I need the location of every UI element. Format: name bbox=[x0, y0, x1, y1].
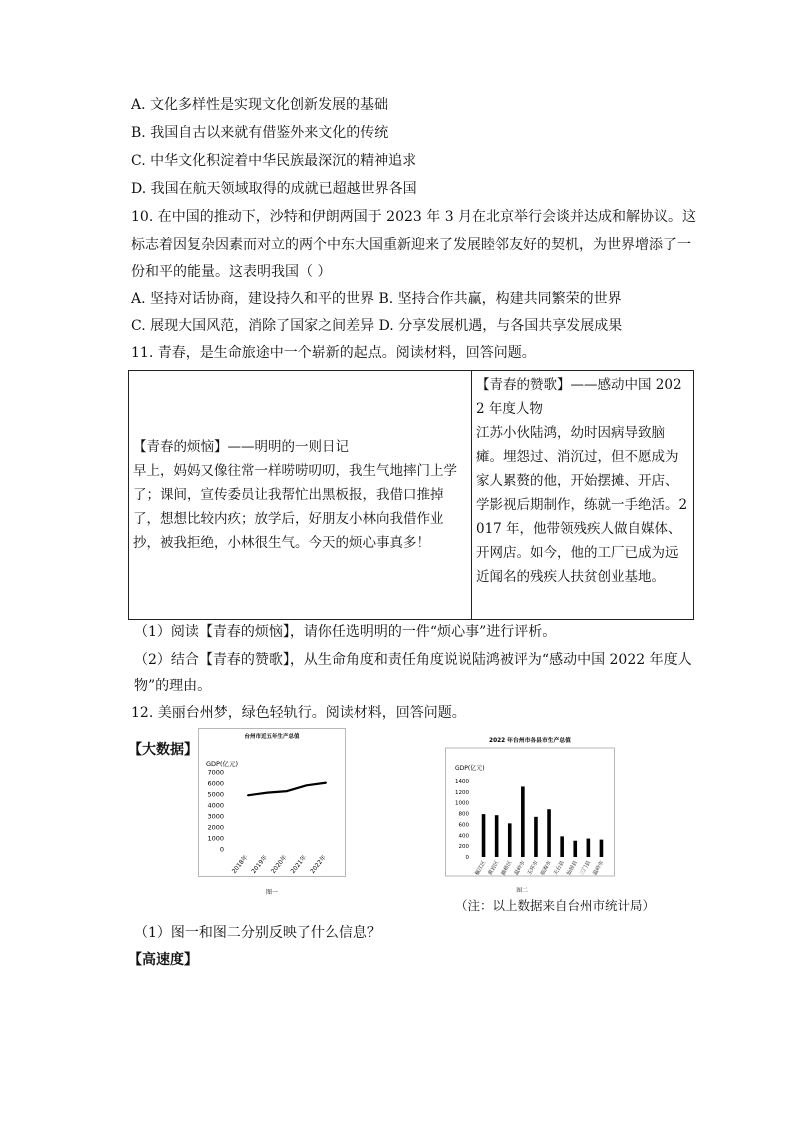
county-gdp-bar bbox=[600, 840, 604, 857]
x-tick-label: 2022年 bbox=[309, 853, 328, 876]
y-tick-label: 2000 bbox=[207, 823, 224, 832]
q12-sub-question-1: （1）图一和图二分别反映了什么信息？ bbox=[134, 925, 381, 941]
y-tick-label: 1200 bbox=[455, 789, 469, 796]
x-tick-label: 临海市 bbox=[539, 860, 553, 877]
q11-sub-question-2-line-2: 物”的理由。 bbox=[134, 678, 212, 694]
y-tick-label: 1000 bbox=[207, 834, 224, 843]
county-gdp-bar bbox=[560, 836, 564, 857]
right-material-cell bbox=[472, 371, 694, 620]
x-tick-label: 2021年 bbox=[289, 853, 309, 876]
q12-stem: 12. 美丽台州梦，绿色轻轨行。阅读材料，回答问题。 bbox=[131, 705, 466, 721]
q9-option-b: B. 我国自古以来就有借鉴外来文化的传统 bbox=[131, 125, 389, 141]
x-tick-label: 2020年 bbox=[269, 853, 289, 876]
y-tick-label: 1400 bbox=[455, 779, 469, 785]
county-gdp-bar bbox=[482, 814, 486, 857]
q10-options-cd: C. 展现大国风范，消除了国家之间差异 D. 分享发展机遇，与各国共享发展成果 bbox=[131, 318, 623, 334]
y-tick-label: 400 bbox=[458, 833, 469, 840]
x-tick-label: 天台县 bbox=[552, 860, 566, 877]
q10-options-ab: A. 坚持对话协商，建设持久和平的世界 B. 坚持合作共赢，构建共同繁荣的世界 bbox=[131, 291, 622, 307]
right-material-body: 江苏小伙陆鸿，幼时因病导致脑瘫。埋怨过、消沉过，但不愿成为家人累赘的他，开始摆摊、开店、学影视后期制作，练就一手绝活。2017 年，他带领残疾人做自媒体、开网店。如今，他的工厂已成为远近闻名的残疾人扶贫创业基地。 bbox=[476, 425, 688, 585]
y-tick-label: 800 bbox=[458, 811, 469, 818]
county-gdp-bar bbox=[587, 839, 591, 857]
x-tick-label: 黄岩区 bbox=[487, 860, 501, 877]
q10-stem-line-3: 份和平的能量。这表明我国（ ） bbox=[131, 264, 332, 280]
section-big-data: 【大数据】 bbox=[128, 742, 198, 758]
y-tick-label: 200 bbox=[458, 844, 469, 851]
x-tick-label: 2019年 bbox=[250, 853, 269, 876]
x-tick-label: 2018年 bbox=[230, 853, 250, 876]
y-axis-label: GDP(亿元) bbox=[206, 760, 239, 768]
x-tick-label: 椒江区 bbox=[474, 860, 488, 877]
x-tick-label: 温岭市 bbox=[592, 860, 606, 877]
q10-stem-line-1: 10. 在中国的推动下，沙特和伊朗两国于 2023 年 3 月在北京举行会谈并达成和解协议。这 bbox=[131, 209, 697, 225]
y-tick-label: 5000 bbox=[207, 790, 224, 799]
y-tick-label: 3000 bbox=[207, 812, 224, 821]
y-tick-label: 6000 bbox=[207, 779, 224, 788]
x-tick-label: 三门县 bbox=[579, 860, 593, 877]
county-gdp-bar bbox=[508, 823, 512, 857]
x-tick-label: 仙居县 bbox=[565, 860, 579, 877]
y-axis-label: GDP(亿元) bbox=[455, 765, 485, 772]
y-tick-label: 7000 bbox=[207, 768, 224, 777]
county-gdp-bar bbox=[534, 817, 538, 857]
q9-option-c: C. 中华文化积淀着中华民族最深沉的精神追求 bbox=[131, 153, 417, 169]
chart-caption: 图二 bbox=[516, 888, 528, 894]
bar-chart-county-gdp bbox=[445, 730, 615, 898]
q11-sub-question-2-line-1: （2）结合【青春的赞歌】，从生命角度和责任角度说说陆鸿被评为“感动中国 2022 年度人 bbox=[134, 652, 692, 668]
chart-title: 2022 年台州市各县市生产总值 bbox=[489, 738, 571, 744]
left-material-cell bbox=[129, 371, 472, 620]
x-tick-label: 玉环市 bbox=[526, 860, 540, 877]
data-source-note: （注：以上数据来自台州市统计局） bbox=[455, 898, 656, 913]
y-tick-label: 600 bbox=[458, 822, 469, 829]
q11-stem: 11. 青春，是生命旅途中一个崭新的起点。阅读材料，回答问题。 bbox=[131, 345, 536, 361]
chart-title: 台州市近五年生产总值 bbox=[244, 734, 300, 740]
y-tick-label: 0 bbox=[219, 845, 224, 854]
chart-caption: 图一 bbox=[265, 889, 279, 896]
q11-sub-question-1: （1）阅读【青春的烦恼】，请你任选明明的一件“烦心事”进行评析。 bbox=[134, 624, 557, 640]
gdp-data-point bbox=[286, 790, 288, 792]
y-tick-label: 4000 bbox=[207, 801, 224, 810]
county-gdp-bar bbox=[521, 786, 525, 857]
gdp-data-point bbox=[267, 792, 269, 794]
county-gdp-bar bbox=[495, 815, 499, 857]
y-tick-label: 1000 bbox=[455, 800, 469, 807]
x-tick-label: 温岭市 bbox=[513, 860, 527, 877]
gdp-data-point bbox=[247, 795, 249, 797]
gdp-data-point bbox=[325, 782, 327, 784]
county-gdp-bar bbox=[573, 841, 577, 857]
county-gdp-bar bbox=[547, 809, 551, 857]
q10-stem-line-2: 标志着因复杂因素而对立的两个中东大国重新迎来了发展睦邻友好的契机，为世界增添了一 bbox=[131, 237, 691, 253]
gdp-series-line bbox=[248, 783, 326, 796]
q9-option-a: A. 文化多样性是实现文化创新发展的基础 bbox=[131, 97, 389, 113]
left-material-title: 【青春的烦恼】——明明的一则日记 bbox=[133, 439, 349, 455]
gdp-data-point bbox=[306, 785, 308, 787]
y-tick-label: 0 bbox=[465, 855, 469, 861]
section-high-speed: 【高速度】 bbox=[128, 952, 198, 968]
left-material-body: 早上，妈妈又像往常一样唠唠叨叨，我生气地摔门上学了；课间，宣传委员让我帮忙出黑板报，我借口推掉了，想想比较内疚；放学后，好朋友小林向我借作业抄，被我拒绝，小林很生气。今天的烦心事真多！ bbox=[133, 463, 457, 551]
q11-material-table bbox=[128, 370, 694, 620]
right-material-title: 【青春的赞歌】——感动中国 2022 年度人物 bbox=[476, 377, 682, 417]
line-chart-gdp-five-years bbox=[198, 728, 346, 898]
x-tick-label: 路桥区 bbox=[500, 860, 514, 877]
q9-option-d: D. 我国在航天领域取得的成就已超越世界各国 bbox=[131, 181, 417, 197]
